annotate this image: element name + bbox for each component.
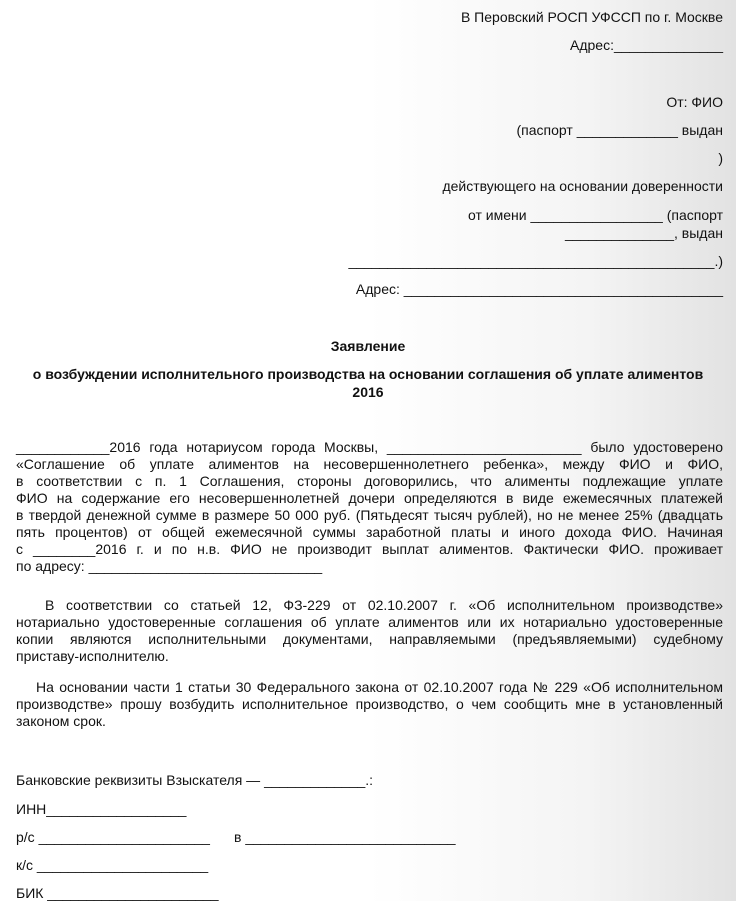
document-subtitle: о возбуждении исполнительного производства на основании соглашения об уплате алиментов xyxy=(32,366,704,382)
rs-field: р/с ______________________ xyxy=(16,829,210,845)
ks-field: к/с ______________________ xyxy=(16,857,209,873)
bank-name-field: в ___________________________ xyxy=(234,829,456,845)
from-line: От: ФИО xyxy=(666,94,723,110)
p1-line: пять процентов) от общей ежемесячной суммы заработной платы и иного дохода ФИО. Начиная xyxy=(16,524,723,540)
p3-line: производстве» прошу возбудить исполнительное производство, о чем сообщить мне в установленный xyxy=(16,696,723,712)
paragraph-3 xyxy=(16,679,723,730)
document-title: Заявление xyxy=(330,338,406,354)
paren-close: ) xyxy=(718,150,723,166)
p1-line: с ________2016 г. и по н.в. ФИО не производит выплат алиментов. Фактически ФИО. проживает xyxy=(16,541,723,557)
passport-line: (паспорт _____________ выдан xyxy=(516,122,723,138)
on-behalf-line: от имени _________________ (паспорт xyxy=(468,207,723,223)
inn-field: ИНН__________________ xyxy=(16,801,187,817)
long-underline: _______________________________________________.) xyxy=(348,253,723,269)
document-year: 2016 xyxy=(352,384,384,400)
p2-line: В соответствии со статьей 12, ФЗ-229 от 02.10.2007 г. «Об исполнительном производстве» xyxy=(45,597,723,613)
p1-line: ____________2016 года нотариусом города Москвы, _________________________ было удостоверено xyxy=(16,439,723,455)
acting-line: действующего на основании доверенности xyxy=(442,178,723,194)
p1-line: ФИО на содержание его несовершеннолетней дочери определяются в виде ежемесячных платежей xyxy=(16,490,723,506)
bik-field: БИК ______________________ xyxy=(16,885,219,901)
p1-line: по адресу: ______________________________ xyxy=(16,558,323,574)
p3-line: законом срок. xyxy=(16,713,106,729)
p2-line: нотариально удостоверенные соглашения об уплате алиментов или их нотариально удостоверенные xyxy=(16,614,723,630)
p1-line: в твердой денежной сумме в размере 50 000 руб. (Пятьдесят тысяч рублей), но не менее 25% (двадцать xyxy=(16,507,723,523)
bank-details-title: Банковские реквизиты Взыскателя — _____________.: xyxy=(16,772,374,788)
p1-line: в соответствии с п. 1 Соглашения, стороны договорились, что алименты подлежащие уплате xyxy=(16,473,723,489)
paragraph-1 xyxy=(16,439,723,575)
address-line: Адрес:______________ xyxy=(570,37,723,53)
issued-line: ______________, выдан xyxy=(565,225,723,241)
p2-line: копии являются исполнительными документами, направляемыми (предъявляемыми) судебному xyxy=(16,631,723,647)
p1-line: «Соглашение об уплате алиментов на несовершеннолетнего ребенка», между ФИО и ФИО, xyxy=(16,456,723,472)
paragraph-2 xyxy=(16,597,723,665)
p2-line: приставу-исполнителю. xyxy=(16,648,169,664)
address2-line: Адрес: _________________________________________ xyxy=(355,281,723,297)
addressee: В Перовский РОСП УФССП по г. Москве xyxy=(460,9,723,25)
p3-line: На основании части 1 статьи 30 Федерального закона от 02.10.2007 года № 229 «Об исполнительном xyxy=(36,679,723,695)
